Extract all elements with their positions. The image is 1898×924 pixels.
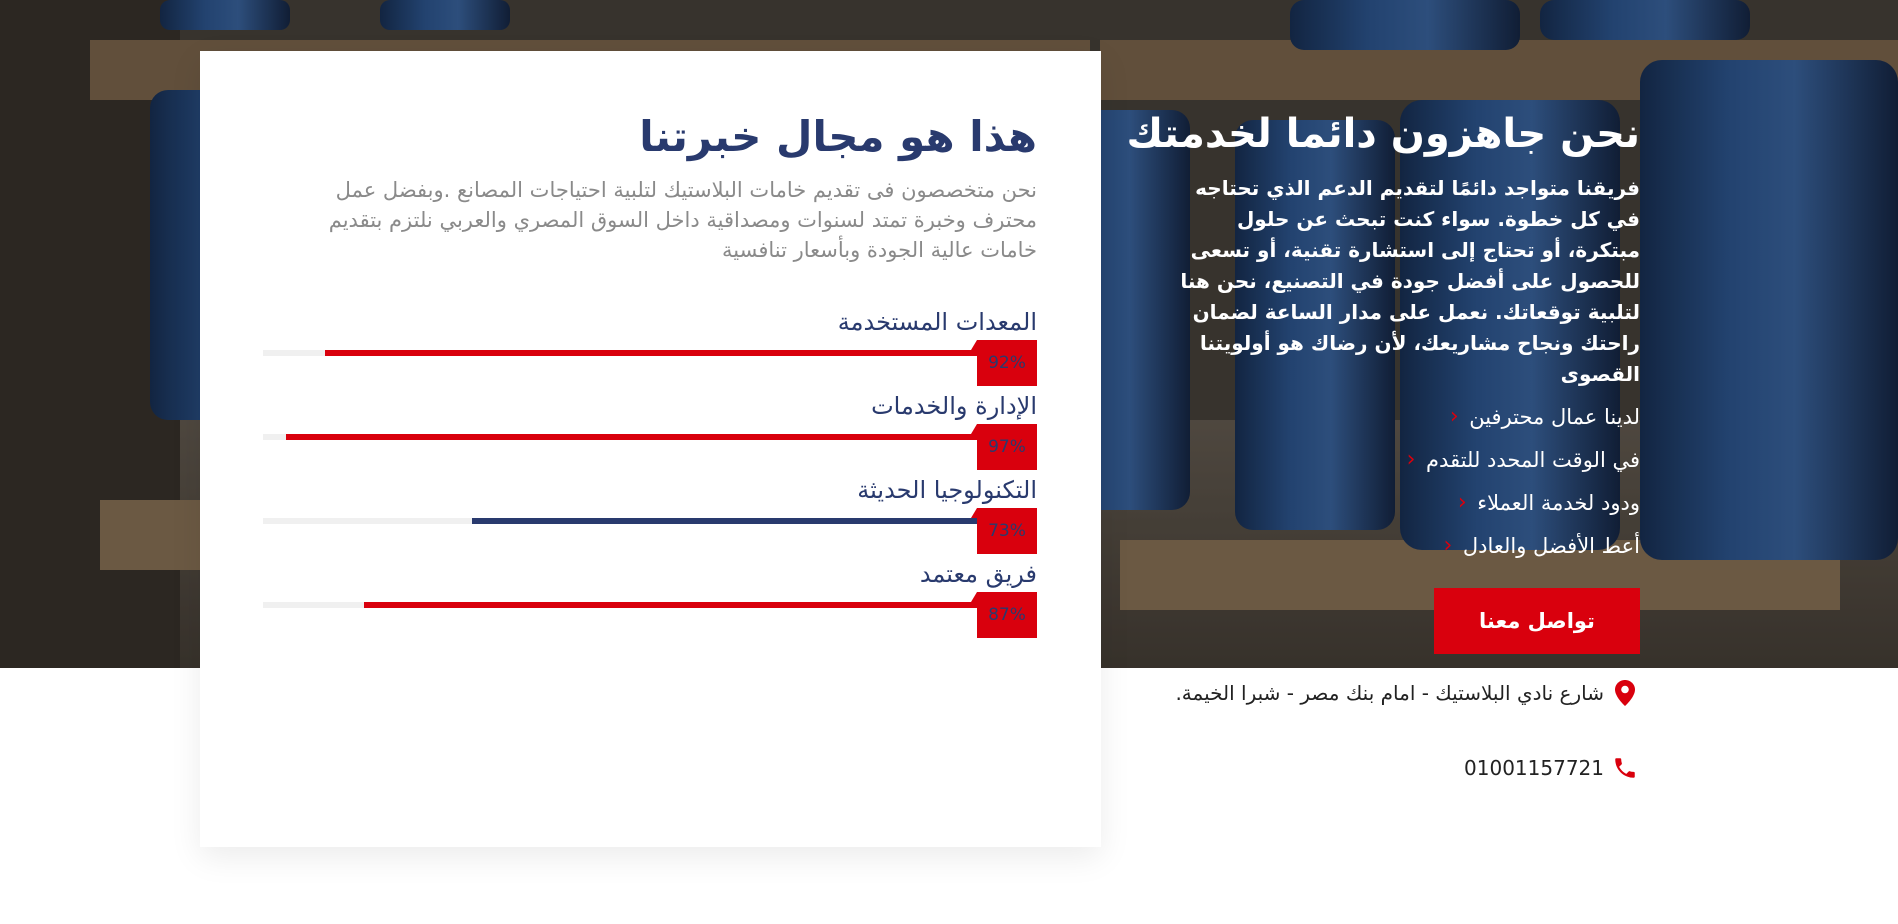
contact-address	[1170, 678, 1640, 708]
skill-item	[263, 389, 1037, 469]
phone-number[interactable]: 01001157721	[1464, 756, 1604, 780]
skill-percent-badge: 97%	[977, 424, 1037, 470]
chevron-left-icon: ‹	[1406, 447, 1416, 472]
skill-progress-fill	[364, 602, 1037, 608]
map-pin-icon	[1610, 678, 1640, 708]
skill-progress-track	[263, 518, 1037, 524]
skill-progress-track	[263, 350, 1037, 356]
feature-list	[1170, 395, 1640, 567]
chevron-left-icon: ‹	[1449, 404, 1459, 429]
skill-progress-fill	[286, 434, 1037, 440]
feature-item	[1170, 481, 1640, 524]
ready-title: نحن جاهزون دائما لخدمتك	[1126, 111, 1640, 157]
skill-item	[263, 557, 1037, 637]
map-pin-icon-svg	[1614, 679, 1636, 707]
skill-label: المعدات المستخدمة	[837, 308, 1037, 336]
phone-icon-svg	[1612, 755, 1638, 781]
skill-label: فريق معتمد	[919, 560, 1037, 588]
skill-progress-fill	[325, 350, 1037, 356]
phone-icon	[1610, 753, 1640, 783]
expertise-description: نحن متخصصون فى تقديم خامات البلاستيك لتلبية احتياجات المصانع .وبفضل عمل محترف وخبرة تمتد لسنوات ومصداقية داخل السوق المصري والعربي نلتزم بتقديم خامات عالية الجودة وبأسعار تنافسية	[328, 178, 1037, 262]
address-text: شارع نادي البلاستيك - امام بنك مصر - شبرا الخيمة.	[1175, 681, 1604, 705]
feature-label: لدينا عمال محترفين	[1469, 404, 1640, 429]
feature-label: في الوقت المحدد للتقدم	[1426, 447, 1640, 472]
skill-progress-track	[263, 434, 1037, 440]
ready-description: فريقنا متواجد دائمًا لتقديم الدعم الذي تحتاجه في كل خطوة. سواء كنت تبحث عن حلول مبتكرة، أو تحتاج إلى استشارة تقنية، أو تسعى للحصول على أفضل جودة في التصنيع، نحن هنا لتلبية توقعاتك. نعمل على مدار الساعة لضمان راحتك ونجاح مشاريعك، لأن رضاك هو أولويتنا القصوى	[1180, 176, 1640, 386]
feature-label: ودود لخدمة العملاء	[1477, 490, 1640, 515]
feature-item	[1170, 438, 1640, 481]
feature-label: أعط الأفضل والعادل	[1462, 533, 1640, 558]
feature-item	[1170, 395, 1640, 438]
skill-label: الإدارة والخدمات	[871, 392, 1037, 420]
skill-label: التكنولوجيا الحديثة	[857, 476, 1037, 504]
skill-item	[263, 473, 1037, 553]
expertise-title: هذا هو مجال خبرتنا	[639, 112, 1037, 161]
chevron-left-icon: ‹	[1443, 533, 1453, 558]
skill-progress-fill	[472, 518, 1037, 524]
skill-percent-badge: 87%	[977, 592, 1037, 638]
skill-percent-badge: 92%	[977, 340, 1037, 386]
skill-progress-track	[263, 602, 1037, 608]
skill-item	[263, 305, 1037, 385]
chevron-left-icon: ‹	[1457, 490, 1467, 515]
contact-us-button[interactable]: تواصل معنا	[1434, 588, 1640, 654]
feature-item	[1170, 524, 1640, 567]
contact-phone[interactable]	[1170, 753, 1640, 783]
expertise-card	[200, 51, 1101, 847]
skill-percent-badge: 73%	[977, 508, 1037, 554]
